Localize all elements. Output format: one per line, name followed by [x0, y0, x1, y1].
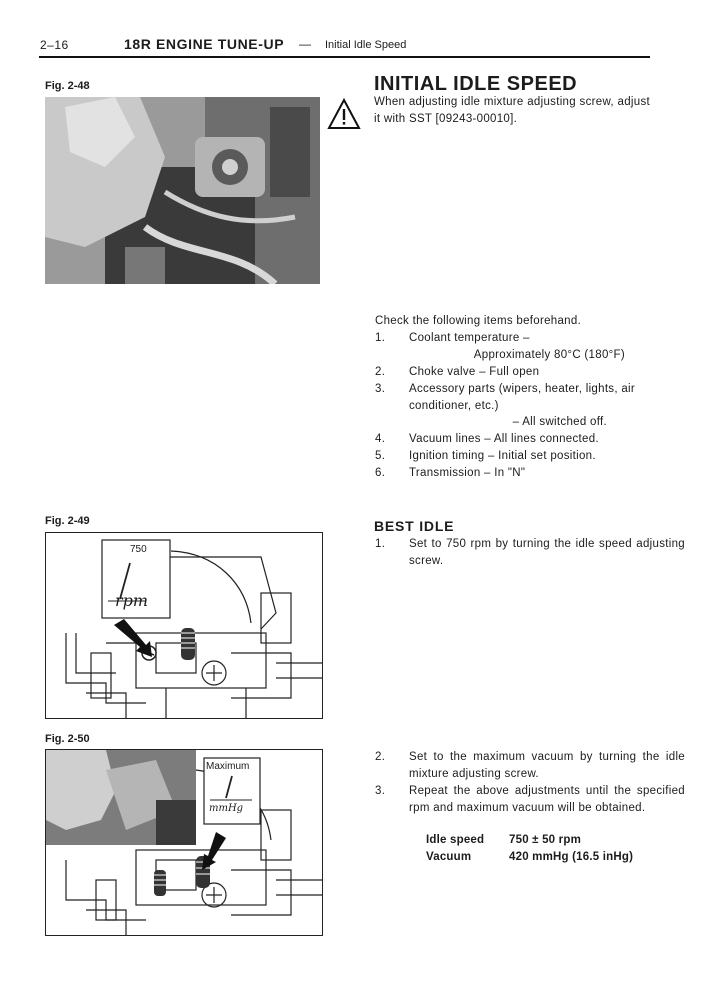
step-num: 1.	[375, 538, 386, 550]
check-text: Transmission – In "N"	[409, 467, 526, 479]
step-text: Repeat the above adjustments until the specified rpm and maximum vacuum will be obtained.	[409, 785, 685, 814]
spec-vacuum-label: Vacuum	[426, 851, 472, 863]
check-text: Ignition timing – Initial set position.	[409, 450, 596, 462]
section-title: INITIAL IDLE SPEED	[374, 73, 578, 95]
fig-2-49-label: Fig. 2-49	[45, 515, 90, 527]
vacuum-gauge-label: Maximum	[206, 761, 250, 772]
fig-2-48-label: Fig. 2-48	[45, 80, 90, 92]
vacuum-gauge-unit: mmHg	[209, 803, 244, 814]
step-num: 2.	[375, 751, 386, 763]
warning-icon	[327, 98, 361, 135]
check-intro: Check the following items beforehand.	[375, 315, 582, 327]
header-dash: —	[299, 37, 311, 51]
step-text: Set to 750 rpm by turning the idle speed adjusting screw.	[409, 538, 685, 567]
header-rule	[39, 56, 650, 58]
fig-2-48-photo	[45, 97, 320, 284]
check-text: Coolant temperature –	[409, 332, 530, 344]
check-text: Choke valve – Full open	[409, 366, 540, 378]
spec-idle-value: 750 ± 50 rpm	[509, 834, 582, 846]
step-text: Set to the maximum vacuum by turning the idle mixture adjusting screw.	[409, 751, 685, 780]
header-subtitle: Initial Idle Speed	[325, 39, 407, 51]
accessory-detail: – All switched off.	[512, 416, 607, 428]
spec-vacuum-value: 420 mmHg (16.5 inHg)	[509, 851, 634, 863]
check-num: 6.	[375, 467, 386, 479]
page-number: 2–16	[40, 38, 69, 52]
best-idle-title: BEST IDLE	[374, 518, 455, 534]
rpm-dial-value: 750	[130, 544, 147, 555]
rpm-dial-unit: rpm	[115, 591, 149, 610]
spec-idle-label: Idle speed	[426, 834, 485, 846]
fig-2-50-drawing	[45, 749, 323, 936]
check-num: 2.	[375, 366, 386, 378]
check-num: 4.	[375, 433, 386, 445]
fig-2-49-drawing	[45, 532, 323, 719]
warning-text: When adjusting idle mixture adjusting screw, adjust it with SST [09243-00010].	[374, 96, 650, 125]
check-num: 1.	[375, 332, 386, 344]
step-num: 3.	[375, 785, 386, 797]
check-num: 3.	[375, 383, 386, 395]
check-num: 5.	[375, 450, 386, 462]
chapter-title: 18R ENGINE TUNE-UP	[124, 36, 285, 52]
check-text: Vacuum lines – All lines connected.	[409, 433, 599, 445]
coolant-detail: Approximately 80°C (180°F)	[473, 349, 625, 361]
fig-2-50-label: Fig. 2-50	[45, 733, 90, 745]
check-text: Accessory parts (wipers, heater, lights, air conditioner, etc.)	[409, 383, 636, 412]
